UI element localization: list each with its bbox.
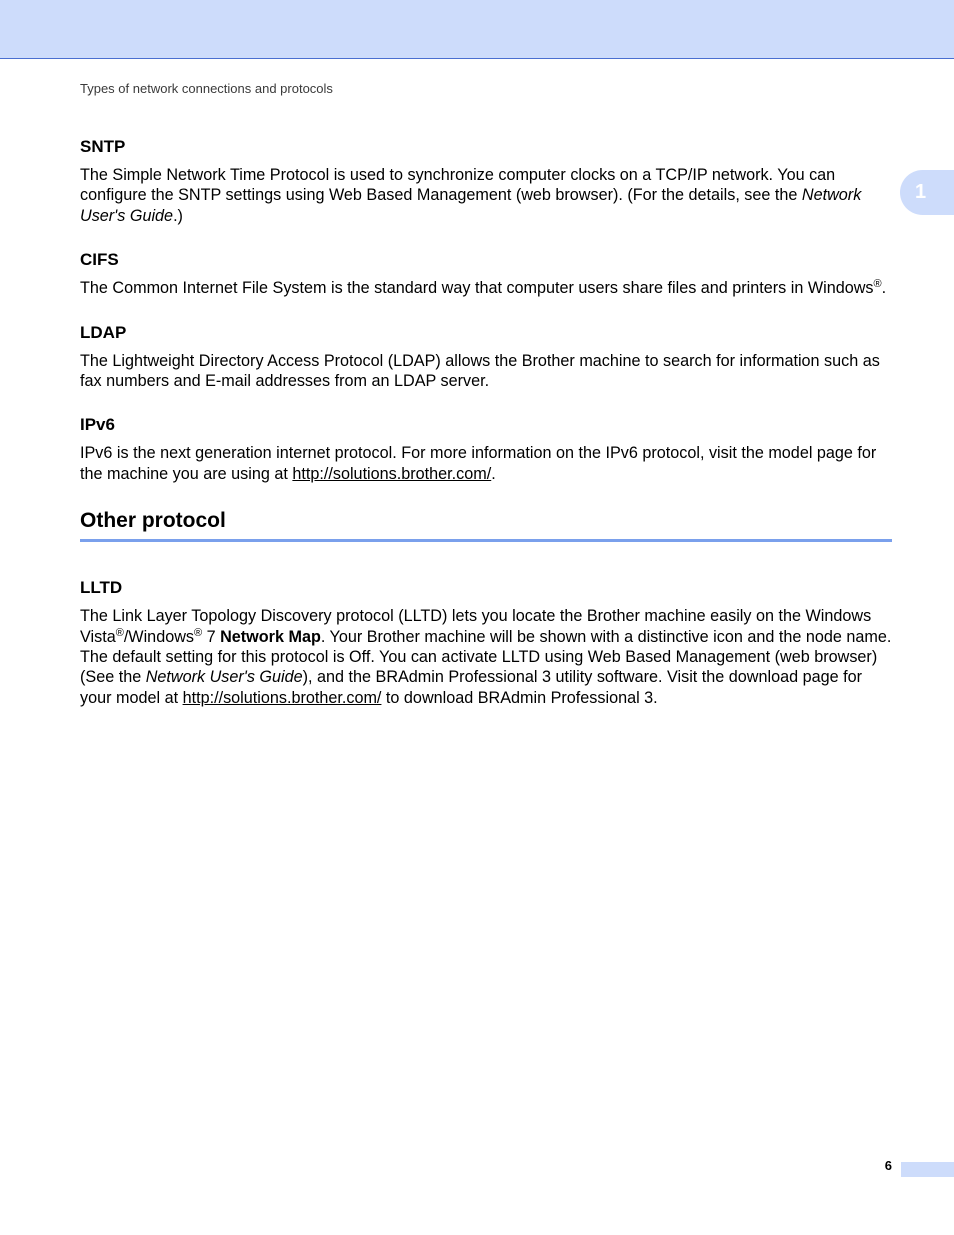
section-ipv6 [80,415,892,484]
section-lltd [80,578,892,708]
sntp-heading: SNTP [80,137,126,156]
section-cifs [80,250,892,298]
registered-mark: ® [193,626,203,639]
other-protocol-heading: Other protocol [80,508,892,542]
guide-reference: Network User's Guide [145,668,303,687]
page-tab [901,1162,954,1177]
solutions-link[interactable]: http://solutions.brother.com/ [182,688,382,707]
page-content [80,137,892,732]
header-band [0,0,954,59]
ldap-paragraph: The Lightweight Directory Access Protocol (LDAP) allows the Brother machine to search for information such as fax numbers and E-mail addresses from an LDAP server. [80,351,880,391]
lltd-paragraph: The Link Layer Topology Discovery protocol (LLTD) lets you locate the Brother machine easily on the Windows Vista®/Windows® 7 Network Map. Your Brother machine will be shown with a distinctive icon and the node name. The default setting for this protocol is Off. You can activate LLTD using Web Based Management (web browser) (See the Network User's Guide), and the BRAdmin Professional 3 utility software. Visit the download page for your model at http://solutions.brother.com/ to download BRAdmin Professional 3. [80,607,892,707]
guide-reference: Network User's Guide [80,186,862,225]
lltd-heading: LLTD [80,578,123,598]
page-number: 6 [884,1158,892,1173]
ipv6-paragraph: IPv6 is the next generation internet protocol. For more information on the IPv6 protocol, visit the model page for the machine you are using at http://solutions.brother.com/. [80,444,877,483]
sntp-paragraph: The Simple Network Time Protocol is used to synchronize computer clocks on a TCP/IP network. You can configure the SNTP settings using Web Based Management (web browser). (For the details, see the Network User's Guide.) [80,166,862,225]
network-map-label: Network Map [220,627,321,646]
chapter-tab: 1 [900,170,954,215]
registered-mark: ® [115,626,124,639]
section-sntp [80,137,892,226]
section-ldap [80,323,892,392]
cifs-paragraph: The Common Internet File System is the standard way that computer users share files and printers in Windows®. [80,278,887,298]
cifs-heading: CIFS [80,250,119,270]
ipv6-heading: IPv6 [80,415,115,435]
running-header: Types of network connections and protocols [80,81,333,96]
registered-mark: ® [873,278,882,291]
ldap-heading: LDAP [80,322,127,342]
solutions-link[interactable]: http://solutions.brother.com/ [292,464,492,483]
